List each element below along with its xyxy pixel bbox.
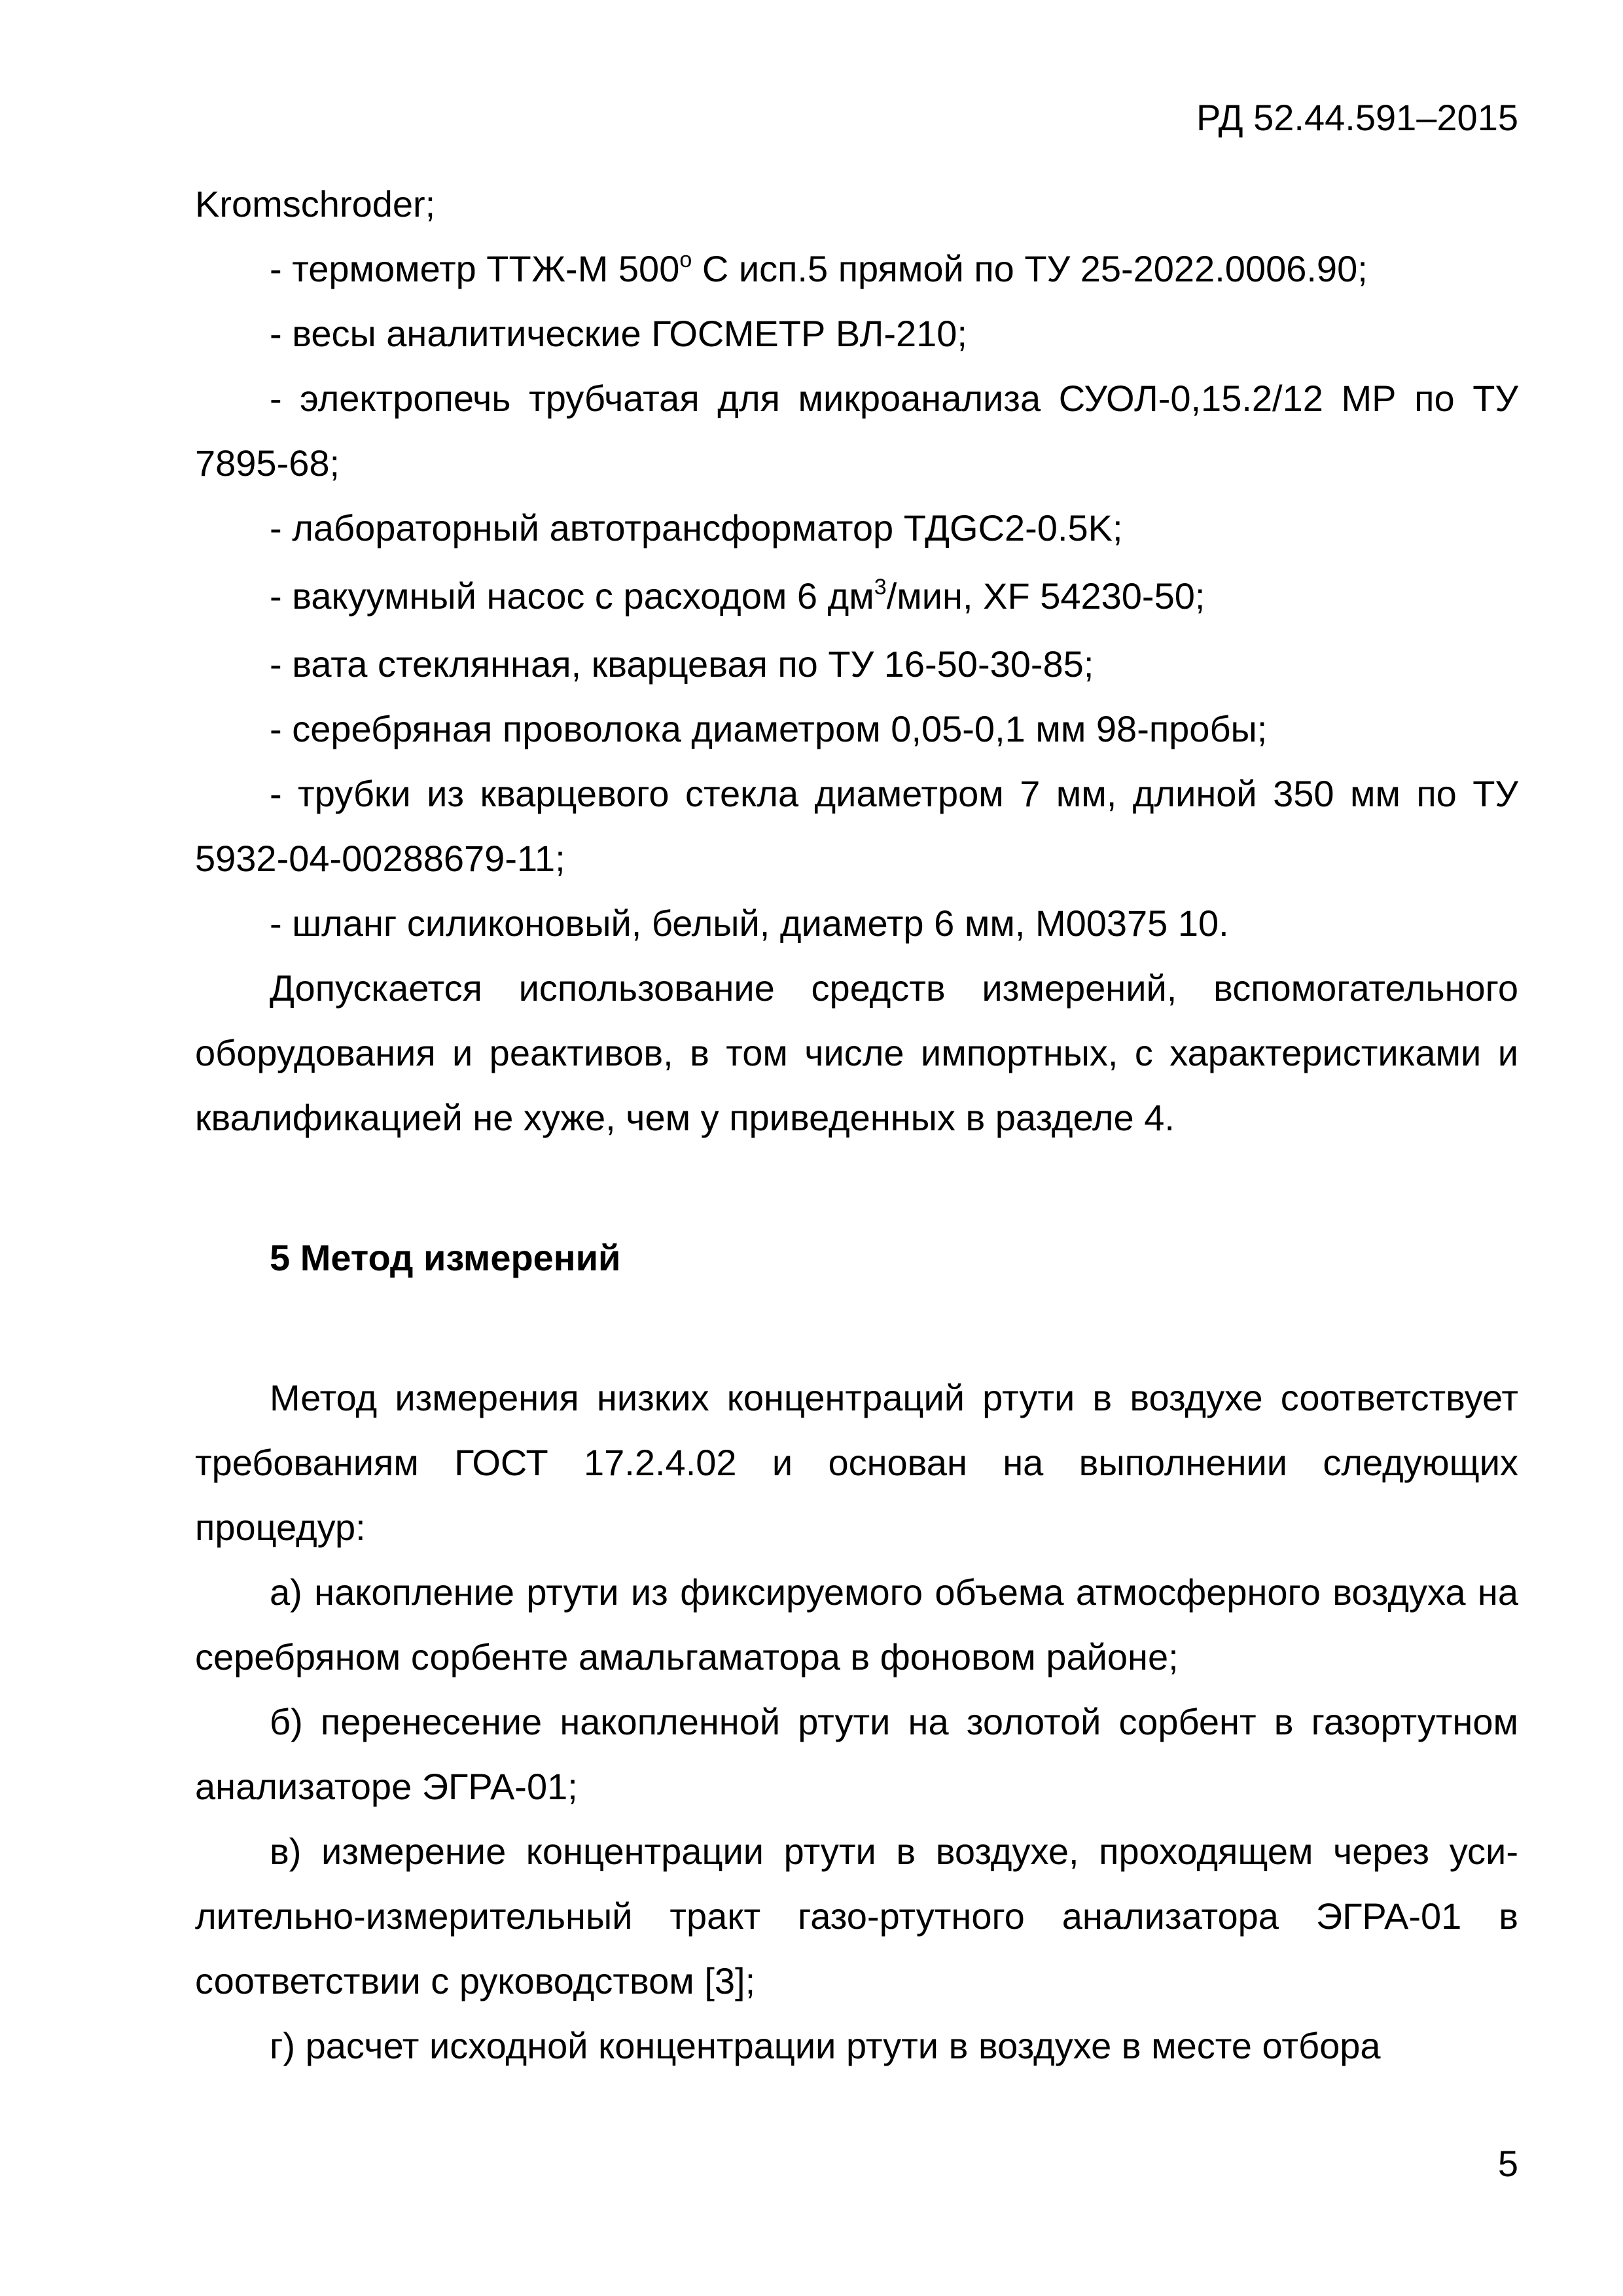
cubic-mark: 3	[874, 575, 887, 600]
method-step-c: в) измерение концентрации ртути в воздухе, проходящем через усилительно-измерительный тракт газо-ртутного анализатора ЭГРА-01 в соответствии с руководством [3];	[195, 1831, 1518, 2001]
list-item-autotransformer: - лабораторный автотрансформатор ТДGC2-0.5K;	[270, 507, 1123, 548]
thermometer-text: - термометр ТТЖ-М 500	[270, 248, 680, 289]
document-code: РД 52.44.591–2015	[1196, 97, 1518, 138]
method-step-b: б) перенесение накопленной ртути на золотой сорбент в газортутном анализаторе ЭГРА-01;	[195, 1701, 1518, 1807]
method-intro-paragraph: Метод измерения низких концентраций ртути в воздухе соответствует требованиям ГОСТ 17.2.4.02 и основан на выполнении следующих процедур:	[195, 1377, 1518, 1548]
list-item-wool: - вата стеклянная, кварцевая по ТУ 16-50-30-85;	[270, 643, 1094, 685]
thermometer-text-rest: С исп.5 прямой по ТУ 25-2022.0006.90;	[692, 248, 1368, 289]
list-item-thermometer	[195, 236, 1518, 301]
pump-text-rest: /мин, XF 54230-50;	[886, 575, 1205, 617]
section-heading: 5 Метод измерений	[270, 1237, 621, 1278]
method-step-a: а) накопление ртути из фиксируемого объема атмосферного воздуха на серебряном сорбенте амальгаматора в фоновом районе;	[195, 1571, 1518, 1677]
list-item-silver-wire: - серебряная проволока диаметром 0,05-0,1 мм 98-пробы;	[270, 708, 1268, 749]
list-item-scales: - весы аналитические ГОСМЕТР ВЛ-210;	[270, 313, 967, 354]
list-item-pump	[195, 564, 1518, 628]
page-body	[195, 171, 1518, 2078]
method-step-d: г) расчет исходной концентрации ртути в воздухе в месте отбора	[270, 2025, 1381, 2066]
allowance-paragraph: Допускается использование средств измерений, вспомогательного оборудования и реактивов, в том числе импортных, с характеристиками и квалификацией не хуже, чем у приведенных в разделе 4.	[195, 967, 1518, 1138]
page-number: 5	[1497, 2143, 1518, 2184]
list-item-quartz-tubes: - трубки из кварцевого стекла диаметром 7 мм, длиной 350 мм по ТУ 5932-04-00288679-11;	[195, 773, 1518, 879]
list-item-furnace: - электропечь трубчатая для микроанализа СУОЛ-0,15.2/12 МР по ТУ 7895-68;	[195, 378, 1518, 484]
pump-text: - вакуумный насос с расходом 6 дм	[270, 575, 874, 617]
list-item-silicone-hose: - шланг силиконовый, белый, диаметр 6 мм, М00375 10.	[270, 903, 1229, 944]
continuation-line: Kromschroder;	[195, 183, 436, 224]
degree-mark: о	[679, 247, 692, 272]
